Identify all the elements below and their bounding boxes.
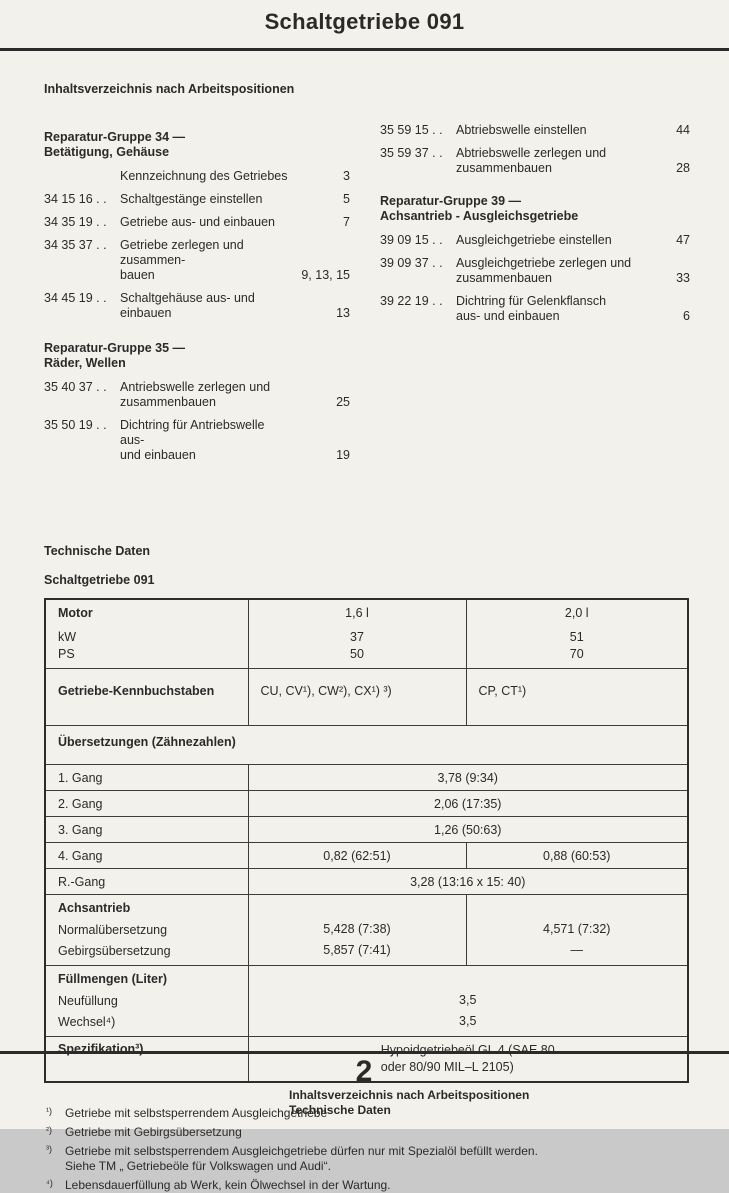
- toc-entry-text: Kennzeichnung des Getriebes: [120, 169, 288, 183]
- toc-group-39: [380, 194, 690, 224]
- toc-group-line: Räder, Wellen: [44, 356, 126, 370]
- page-number: 2: [355, 1055, 374, 1088]
- spacer: [261, 971, 676, 992]
- toc-entry-code: 34 35 37 . .: [44, 238, 107, 252]
- footnote-marker: ²): [46, 1125, 52, 1135]
- toc-group-line: Achsantrieb - Ausgleichsgetriebe: [380, 209, 579, 223]
- toc-entry-code: 35 59 15 . .: [380, 123, 443, 137]
- toc-entry-code: 39 22 19 . .: [380, 294, 443, 308]
- toc-entry-text: Getriebe zerlegen und zusammen- bauen: [120, 238, 244, 282]
- cell-gear-label: 4. Gang: [45, 843, 248, 869]
- toc-entry-page: 28: [676, 161, 690, 175]
- toc-entry: [44, 238, 350, 283]
- toc-entry-page: 13: [336, 306, 350, 320]
- cell-uebersetzungen-header: Übersetzungen (Zähnezahlen): [45, 726, 688, 765]
- toc-entry-page: 44: [676, 123, 690, 137]
- cell-fuel-labels: Füllmengen (Liter) Neufüllung Wechsel⁴): [45, 966, 248, 1037]
- toc-entry: [380, 256, 690, 286]
- cell-gear-value: 3,78 (9:34): [248, 765, 688, 791]
- table-row-kennbuchstaben: [45, 669, 688, 726]
- toc-entry: [44, 291, 350, 321]
- table-row-gear4: [45, 843, 688, 869]
- footnote-marker: ³): [46, 1144, 52, 1154]
- toc-entry-code: 34 15 16 . .: [44, 192, 107, 206]
- toc-entry: [380, 294, 690, 324]
- page-footer: [0, 1051, 729, 1118]
- toc-entry-text: Schaltgehäuse aus- und einbauen: [120, 291, 255, 320]
- toc-entry-code: 35 50 19 . .: [44, 418, 107, 432]
- toc-entry-code: 39 09 15 . .: [380, 233, 443, 247]
- toc-entry-text: Getriebe aus- und einbauen: [120, 215, 275, 229]
- toc-entry-text: Ausgleichgetriebe einstellen: [456, 233, 612, 247]
- toc-entry-text: Schaltgestänge einstellen: [120, 192, 263, 206]
- cell-gear-value1: 0,82 (62:51): [248, 843, 466, 869]
- toc-group-line: Reparatur-Gruppe 39 —: [380, 194, 522, 208]
- cell-gear-label: 2. Gang: [45, 791, 248, 817]
- cell-achs-labels: Achsantrieb Normalübersetzung Gebirgsübersetzung: [45, 895, 248, 966]
- footnote-text: Getriebe mit selbstsperrendem Ausgleichgetriebe dürfen nur mit Spezialöl befüllt werden. Siehe TM „ Getriebeöle für Volkswagen und Audi“.: [65, 1144, 538, 1173]
- toc-entry-code: 35 59 37 . .: [380, 146, 443, 160]
- spez-value-block: Hypoidgetriebeöl GL 4 (SAE 80 oder 80/90 MIL–L 2105): [380, 1043, 555, 1074]
- toc-entry: [44, 418, 350, 463]
- toc-column-left: [44, 117, 350, 471]
- table-row-gearR: [45, 869, 688, 895]
- footnote-text: Getriebe mit Gebirgsübersetzung: [65, 1125, 242, 1139]
- toc-entry: [44, 215, 350, 230]
- cell-gear-value: 1,26 (50:63): [248, 817, 688, 843]
- toc-group-line: Reparatur-Gruppe 35 —: [44, 341, 186, 355]
- footer-divider: [0, 1051, 729, 1054]
- toc-entry-text: Abtriebswelle einstellen: [456, 123, 587, 137]
- table-row-gear1: [45, 765, 688, 791]
- toc-entry-text: Antriebswelle zerlegen und zusammenbauen: [120, 380, 271, 409]
- footnotes: [46, 1106, 729, 1193]
- footnote-marker: ⁴): [46, 1178, 53, 1188]
- page-title: Schaltgetriebe 091: [264, 9, 465, 34]
- table-row-achsantrieb: [45, 895, 688, 966]
- footer-line: Inhaltsverzeichnis nach Arbeitspositionen: [289, 1088, 530, 1102]
- table-row-motor: [45, 599, 688, 669]
- tech-subheading: Schaltgetriebe 091: [44, 573, 155, 587]
- toc-entry-code: [44, 169, 120, 184]
- toc-entry-page: 7: [343, 215, 350, 229]
- toc-group-34: [44, 130, 350, 160]
- footnote: [46, 1144, 729, 1174]
- toc-group-line: Reparatur-Gruppe 34 —: [44, 130, 186, 144]
- toc-column-right: [380, 117, 690, 471]
- cell-fuel-values: 3,5 3,5: [248, 966, 688, 1037]
- footnote: [46, 1178, 729, 1193]
- toc-entry-page: 47: [676, 233, 690, 247]
- cell-kenn-val2: CP, CT¹): [466, 669, 688, 726]
- toc-entry-code: 35 40 37 . .: [44, 380, 107, 394]
- toc-entry-code: 34 35 19 . .: [44, 215, 107, 229]
- table-row-fuellmengen: [45, 966, 688, 1037]
- cell-kenn-val1: CU, CV¹), CW²), CX¹) ³): [248, 669, 466, 726]
- toc-entry: [44, 192, 350, 207]
- toc-entry-code: 39 09 37 . .: [380, 256, 443, 270]
- toc-entry-page: 25: [336, 395, 350, 409]
- toc-columns: [44, 117, 690, 471]
- footnote-text: Lebensdauerfüllung ab Werk, kein Ölwechsel in der Wartung.: [65, 1178, 391, 1192]
- spec-table: [44, 598, 689, 1083]
- cell-gear-value2: 0,88 (60:53): [466, 843, 688, 869]
- toc-group-line: Betätigung, Gehäuse: [44, 145, 170, 159]
- toc-group-35: [44, 341, 350, 371]
- toc-entry: [44, 169, 350, 184]
- spacer: [261, 900, 454, 921]
- toc-entry-text: Ausgleichgetriebe zerlegen und zusammenbauen: [456, 256, 632, 285]
- toc-entry: [380, 146, 690, 176]
- cell-spez-label: Spezifikation³): [45, 1037, 248, 1083]
- cell-achs-col2: 4,571 (7:32) —: [466, 895, 688, 966]
- table-of-contents: [0, 82, 729, 471]
- toc-entry-text: Dichtring für Gelenkflansch aus- und einbauen: [456, 294, 607, 323]
- toc-heading: Inhaltsverzeichnis nach Arbeitspositionen: [44, 82, 295, 96]
- footnote-text: Getriebe mit selbstsperrendem Ausgleichgetriebe: [65, 1106, 328, 1120]
- footnote-marker: ¹): [46, 1106, 52, 1116]
- cell-gear-value: 3,28 (13:16 x 15: 40): [248, 869, 688, 895]
- toc-entry-text: Dichtring für Antriebswelle aus- und einbauen: [120, 418, 265, 462]
- toc-entry-text: Abtriebswelle zerlegen und zusammenbauen: [456, 146, 607, 175]
- cell-gear-label: 3. Gang: [45, 817, 248, 843]
- cell-kenn-label: Getriebe-Kennbuchstaben: [45, 669, 248, 726]
- cell-gear-label: R.-Gang: [45, 869, 248, 895]
- table-row-uebersetzungen-header: [45, 726, 688, 765]
- footnote: [46, 1125, 729, 1140]
- technical-data-section: [44, 544, 729, 1083]
- cell-gear-label: 1. Gang: [45, 765, 248, 791]
- footer-text: [289, 1088, 729, 1118]
- toc-entry-page: 9, 13, 15: [301, 268, 350, 282]
- tech-heading: Technische Daten: [44, 544, 151, 558]
- toc-entry-page: 5: [343, 192, 350, 206]
- cell-motor-engine1: 1,6 l 37 50: [248, 599, 466, 669]
- toc-entry-code: 34 45 19 . .: [44, 291, 107, 305]
- spacer: [479, 900, 676, 921]
- toc-entry-page: 33: [676, 271, 690, 285]
- cell-achs-col1: 5,428 (7:38) 5,857 (7:41): [248, 895, 466, 966]
- toc-entry-page: 6: [683, 309, 690, 323]
- cell-motor-labels: Motor kW PS: [45, 599, 248, 669]
- toc-entry-page: 19: [336, 448, 350, 462]
- table-row-gear2: [45, 791, 688, 817]
- cell-motor-engine2: 2,0 l 51 70: [466, 599, 688, 669]
- cell-gear-value: 2,06 (17:35): [248, 791, 688, 817]
- toc-entry: [380, 233, 690, 248]
- footer-line: Technische Daten: [289, 1103, 391, 1117]
- toc-entry: [44, 380, 350, 410]
- title-divider: [0, 48, 729, 51]
- toc-entry-page: 3: [343, 169, 350, 183]
- toc-entry: [380, 123, 690, 138]
- table-row-gear3: [45, 817, 688, 843]
